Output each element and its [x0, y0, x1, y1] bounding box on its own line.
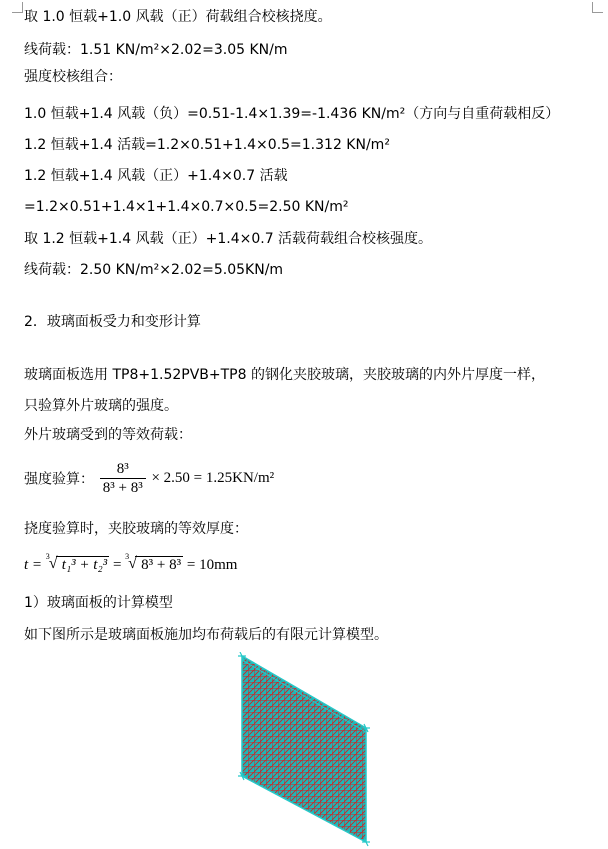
- root-index-2: 3: [125, 552, 130, 561]
- cube-root-1: [45, 552, 109, 574]
- root-body-1: t₁³ + t₂³: [56, 556, 109, 574]
- cube-root-2: [125, 552, 183, 574]
- crop-mark-right: [592, 2, 603, 13]
- text-line-3: 强度校核组合：: [24, 69, 122, 85]
- thickness-result: = 10mm: [186, 557, 238, 573]
- text-line-6: 1.2 恒载+1.4 风载（正）+1.4×0.7 活载: [24, 168, 288, 184]
- strength-numerator: 8³: [100, 460, 146, 479]
- subsection-heading-1: 1）玻璃面板的计算模型: [24, 595, 173, 611]
- paragraph-line-1: 玻璃面板选用 TP8+1.52PVB+TP8 的钢化夹胶玻璃，夹胶玻璃的内外片厚度一样，: [24, 367, 545, 383]
- thickness-lhs: t =: [24, 557, 43, 573]
- root-symbol-2: √: [128, 555, 137, 572]
- text-line-7: =1.2×0.51+1.4×1+1.4×0.7×0.5=2.50 KN/m²: [24, 199, 349, 215]
- strength-formula: [24, 460, 274, 497]
- fem-mesh-figure: [236, 652, 372, 848]
- text-line-8: 取 1.2 恒载+1.4 风载（正）+1.4×0.7 活载荷载组合校核强度。: [24, 231, 433, 247]
- text-line-9: 线荷载：2.50 KN/m²×2.02=5.05KN/m: [24, 262, 284, 278]
- strength-denominator: 8³ + 8³: [102, 480, 143, 496]
- root-index-1: 3: [45, 552, 50, 561]
- thickness-formula: [24, 552, 238, 574]
- strength-fraction: [100, 460, 146, 497]
- strength-label: 强度验算：: [24, 471, 94, 488]
- strength-result: × 2.50 = 1.25KN/m²: [151, 470, 275, 486]
- text-line-5: 1.2 恒载+1.4 活载=1.2×0.51+1.4×0.5=1.312 KN/m²: [24, 137, 390, 153]
- paragraph-line-5: 如下图所示是玻璃面板施加均布荷载后的有限元计算模型。: [24, 627, 388, 643]
- text-line-2: 线荷载：1.51 KN/m²×2.02=3.05 KN/m: [24, 42, 288, 58]
- paragraph-line-4: 挠度验算时，夹胶玻璃的等效厚度：: [24, 521, 248, 537]
- thickness-equals: =: [112, 557, 122, 573]
- paragraph-line-2: 只验算外片玻璃的强度。: [24, 398, 178, 414]
- mesh-panel: [242, 656, 366, 842]
- crop-mark-left: [12, 2, 23, 13]
- text-line-1: 取 1.0 恒载+1.0 风载（正）荷载组合校核挠度。: [24, 9, 332, 25]
- section-heading-2: 2．玻璃面板受力和变形计算: [24, 314, 201, 330]
- root-symbol-1: √: [48, 555, 58, 572]
- root-body-2: 8³ + 8³: [135, 556, 183, 574]
- text-line-4: 1.0 恒载+1.4 风载（负）=0.51-1.4×1.39=-1.436 KN/m²（方向与自重荷载相反）: [24, 106, 560, 122]
- paragraph-line-3: 外片玻璃受到的等效荷载：: [24, 427, 192, 443]
